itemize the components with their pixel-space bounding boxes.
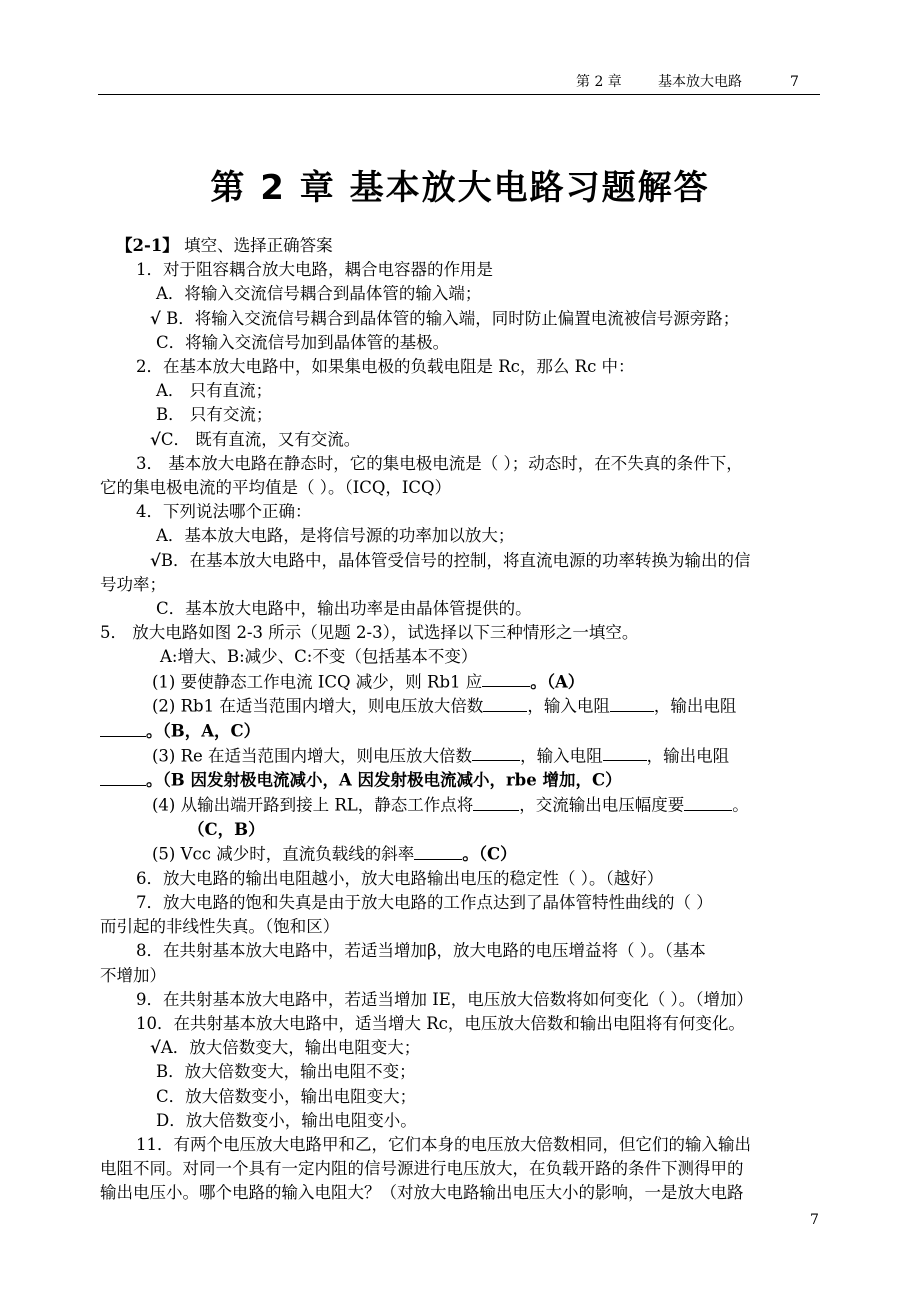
q4-option-c: C．基本放大电路中，输出功率是由晶体管提供的。 — [156, 599, 532, 619]
q2-option-b: B． 只有交流； — [156, 405, 273, 425]
q10-option-d: D．放大倍数变小，输出电阻变小。 — [156, 1110, 417, 1130]
footer-page-number: 7 — [810, 1212, 819, 1228]
check-mark: √ — [150, 308, 161, 328]
answer-blank — [684, 793, 732, 811]
q8-line1: 8．在共射基本放大电路中，若适当增加β，放大电路的电压增益将（ ）。（基本 — [136, 941, 706, 961]
q5-sub3: (3) Re 在适当范围内增大，则电压放大倍数 ，输入电阻 ，输出电阻 — [100, 744, 822, 769]
answer-blank — [603, 744, 647, 762]
answer-blank — [472, 744, 520, 762]
q10-option-c: C．放大倍数变小，输出电阻变大； — [156, 1086, 417, 1106]
q7-line1: 7．放大电路的饱和失真是由于放大电路的工作点达到了晶体管特性曲线的（ ） — [136, 892, 713, 912]
q2-option-c: √C． 既有直流，又有交流。 — [150, 429, 361, 449]
answer-blank — [483, 694, 527, 712]
q10-option-a: √A．放大倍数变大，输出电阻变大； — [150, 1038, 421, 1058]
check-mark: √ — [150, 550, 161, 570]
q8-line2: 不增加） — [100, 965, 166, 985]
q5-sub3-cont: 。（B 因发射极电流减小，A 因发射极电流减小，rbe 增加，C） — [100, 768, 822, 793]
q1-stem: 1．对于阻容耦合放大电路，耦合电容器的作用是 — [136, 260, 493, 280]
q4-option-a: A．基本放大电路，是将信号源的功率加以放大； — [156, 526, 515, 546]
q5-options: A:增大、B:减少、C:不变（包括基本不变） — [160, 647, 478, 667]
chapter-title: 第 2 章 基本放大电路习题解答 — [210, 168, 710, 208]
q2-option-a: A． 只有直流； — [156, 381, 273, 401]
q4-option-b: √B．在基本放大电路中，晶体管受信号的控制，将直流电源的功率转换为输出的信 — [150, 550, 751, 570]
q4-option-b-cont: 号功率； — [100, 574, 166, 594]
header-chapter: 第 2 章 — [576, 74, 622, 90]
q5-sub2: (2) Rb1 在适当范围内增大，则电压放大倍数 ，输入电阻 ，输出电阻 — [100, 694, 822, 719]
q5-sub1: (1) 要使静态工作电流 ICQ 减少，则 Rb1 应 。（A） — [100, 670, 822, 695]
running-header — [98, 72, 820, 95]
section-tag: 【2-1】 — [116, 236, 179, 255]
q3-line1: 3． 基本放大电路在静态时，它的集电极电流是（ ）；动态时，在不失真的条件下， — [136, 453, 743, 473]
answer-blank — [100, 768, 146, 786]
q5-sub5: (5) Vcc 减少时，直流负载线的斜率 。（C） — [100, 842, 822, 867]
answer-blank — [610, 694, 654, 712]
exercise-body — [100, 234, 822, 1206]
q5-sub2-cont: 。（B，A，C） — [100, 719, 822, 744]
q5-sub4-answer: （C，B） — [188, 819, 265, 839]
q1-option-c: C．将输入交流信号加到晶体管的基极。 — [156, 332, 450, 352]
answer-blank — [414, 842, 462, 860]
q2-stem: 2．在基本放大电路中，如果集电极的负载电阻是 Rc，那么 Rc 中： — [136, 357, 635, 377]
q10-option-b: B．放大倍数变大，输出电阻不变； — [156, 1062, 416, 1082]
header-page-number: 7 — [790, 74, 799, 90]
check-mark: √ — [150, 429, 161, 449]
answer-blank — [473, 793, 519, 811]
q6: 6．放大电路的输出电阻越小，放大电路输出电压的稳定性（ ）。（越好） — [136, 868, 664, 888]
header-topic: 基本放大电路 — [658, 74, 742, 90]
q11-line1: 11．有两个电压放大电路甲和乙，它们本身的电压放大倍数相同，但它们的输入输出 — [136, 1135, 751, 1155]
q11-line3: 输出电压小。哪个电路的输入电阻大？（对放大电路输出电压大小的影响，一是放大电路 — [100, 1183, 744, 1203]
answer-blank — [100, 719, 146, 737]
q7-line2: 而引起的非线性失真。（饱和区） — [100, 917, 340, 937]
q11-line2: 电阻不同。对同一个具有一定内阻的信号源进行电压放大，在负载开路的条件下测得甲的 — [100, 1159, 744, 1179]
section-label: 填空、选择正确答案 — [184, 236, 333, 255]
q9: 9．在共射基本放大电路中，若适当增加 IE，电压放大倍数将如何变化（ ）。（增加） — [136, 989, 754, 1009]
q4-stem: 4．下列说法哪个正确： — [136, 502, 312, 522]
answer-blank — [482, 670, 530, 688]
q5-sub4: (4) 从输出端开路到接上 RL，静态工作点将 ，交流输出电压幅度要 。 — [100, 793, 822, 818]
q5-stem: 5． 放大电路如图 2-3 所示（见题 2-3），试选择以下三种情形之一填空。 — [100, 623, 639, 643]
section-heading — [100, 234, 822, 258]
q1-option-b: √ B．将输入交流信号耦合到晶体管的输入端，同时防止偏置电流被信号源旁路； — [150, 308, 740, 328]
q3-line2: 它的集电极电流的平均值是（ ）。（ICQ，ICQ） — [100, 478, 452, 498]
q10-stem: 10．在共射基本放大电路中，适当增大 Rc，电压放大倍数和输出电阻将有何变化。 — [136, 1014, 745, 1033]
check-mark: √ — [150, 1038, 161, 1058]
q1-option-a: A．将输入交流信号耦合到晶体管的输入端； — [156, 284, 482, 304]
